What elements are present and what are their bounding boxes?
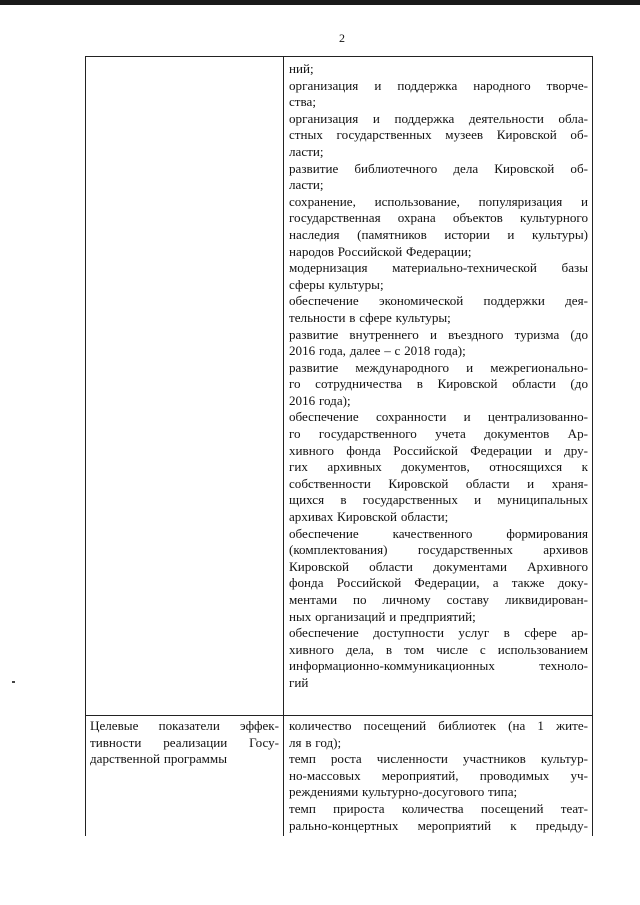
objective-line: народов Российской Федерации; bbox=[289, 243, 472, 259]
indicator-line: темп роста численности участников культур- bbox=[289, 751, 588, 767]
objective-line: развитие внутреннего и въездного туризма (до bbox=[289, 326, 588, 342]
table-column-divider bbox=[283, 56, 284, 836]
heading-line: дарственной программы bbox=[90, 751, 228, 767]
objective-line: гий bbox=[289, 674, 309, 690]
objective-line: го сотрудничества в Кировской области (до bbox=[289, 376, 588, 392]
objective-line: сферы культуры; bbox=[289, 276, 384, 292]
objective-line: хивного фонда Российской Федерации и дру- bbox=[289, 442, 588, 458]
objective-line: щихся в государственных и муниципальных bbox=[289, 492, 588, 508]
objective-line: организация и поддержка деятельности обла- bbox=[289, 110, 588, 126]
objective-line: стных государственных музеев Кировской об- bbox=[289, 127, 588, 143]
objective-line: информационно-коммуникационных техноло- bbox=[289, 658, 588, 674]
page-number: 2 bbox=[339, 31, 345, 45]
objective-line: обеспечение доступности услуг в сфере ар- bbox=[289, 625, 588, 641]
heading-line: тивности реализации Госу- bbox=[90, 734, 279, 750]
objective-line: ний; bbox=[289, 61, 314, 76]
table-cell-target-indicators-heading bbox=[90, 718, 279, 768]
objective-line: 2016 года, далее – с 2018 года); bbox=[289, 343, 466, 359]
indicator-line: ля в год); bbox=[289, 734, 342, 750]
objective-line: (комплектования) государственных архивов bbox=[289, 542, 588, 558]
table-row-divider bbox=[85, 715, 593, 716]
objective-line: государственная охрана объектов культурного bbox=[289, 210, 588, 226]
indicator-line: темп прироста количества посещений теат- bbox=[289, 800, 588, 816]
objective-line: ласти; bbox=[289, 177, 324, 193]
margin-mark bbox=[12, 681, 15, 683]
indicator-line: но-массовых мероприятий, проводимых уч- bbox=[289, 767, 588, 783]
objective-line: наследия (памятников истории и культуры) bbox=[289, 226, 588, 242]
objective-line: ментами по личному составу ликвидирован- bbox=[289, 592, 588, 607]
objective-line: обеспечение сохранности и централизованно- bbox=[289, 409, 588, 425]
objective-line: собственности Кировской области и храня- bbox=[289, 475, 588, 491]
objective-line: обеспечение экономической поддержки дея- bbox=[289, 293, 588, 309]
objective-line: фонда Российской Федерации, а также доку- bbox=[289, 575, 588, 591]
indicator-line: рально-концертных мероприятий к предыду- bbox=[289, 817, 588, 833]
objective-line: го государственного учета документов Ар- bbox=[289, 426, 588, 442]
objective-line: сохранение, использование, популяризация и bbox=[289, 193, 588, 209]
objective-line: модернизация материально-технической базы bbox=[289, 260, 588, 276]
table-right-border bbox=[592, 56, 593, 836]
objective-line: тельности в сфере культуры; bbox=[289, 309, 451, 325]
objective-line: 2016 года); bbox=[289, 392, 351, 408]
objective-line: ства; bbox=[289, 94, 316, 110]
indicator-line: количество посещений библиотек (на 1 жите- bbox=[289, 718, 588, 733]
objective-line: гих архивных документов, относящихся к bbox=[289, 459, 588, 475]
objective-line: ласти; bbox=[289, 143, 324, 159]
objective-line: развитие международного и межрегионально- bbox=[289, 359, 588, 375]
table-cell-objectives-continued bbox=[289, 61, 588, 692]
objective-line: развитие библиотечного дела Кировской об- bbox=[289, 160, 588, 176]
objective-line: хивного дела, в том числе с использованием bbox=[289, 641, 588, 657]
indicator-line: реждениями культурно-досугового типа; bbox=[289, 784, 518, 800]
heading-line: Целевые показатели эффек- bbox=[90, 718, 279, 733]
objective-line: обеспечение качественного формирования bbox=[289, 525, 588, 541]
top-scan-border bbox=[0, 0, 640, 5]
objective-line: ных организаций и предприятий; bbox=[289, 608, 476, 624]
objective-line: архивах Кировской области; bbox=[289, 509, 449, 525]
objective-line: организация и поддержка народного творче- bbox=[289, 77, 588, 93]
objective-line: Кировской области документами Архивного bbox=[289, 558, 588, 574]
table-cell-target-indicators-list bbox=[289, 718, 588, 834]
